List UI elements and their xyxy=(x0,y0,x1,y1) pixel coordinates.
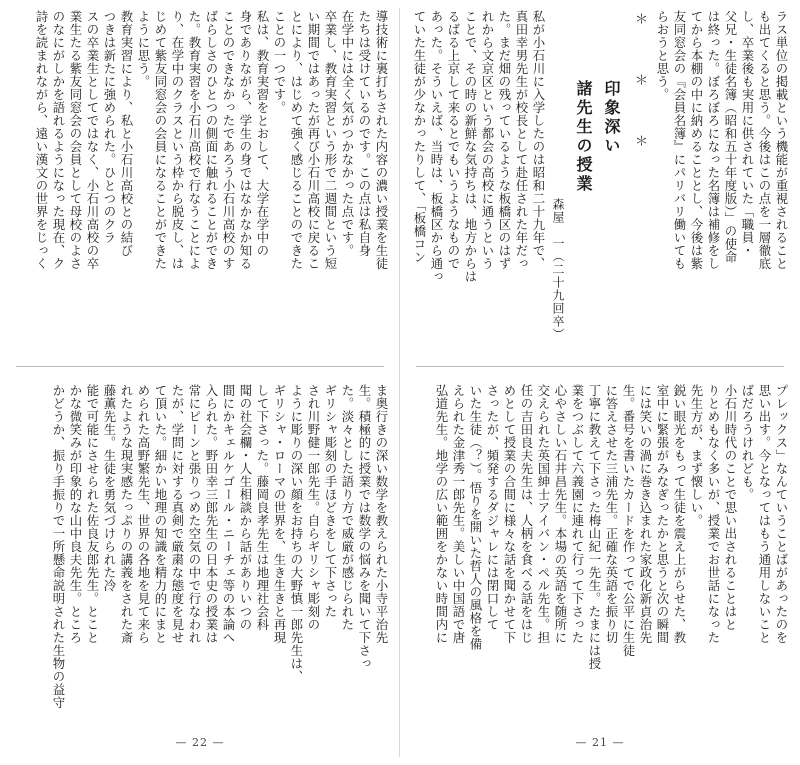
text-line: 心やさしい石井昌先生。本場の英語を随所に xyxy=(553,384,568,644)
text-line: れたような現実感たっぷりの講義をされた斎 xyxy=(119,384,134,644)
text-line: 詩を読まれながら、遠い漢文の世界をじっく xyxy=(34,10,49,270)
text-line: 藤薫先生。生徒を勇気づけられた冷 xyxy=(102,384,117,592)
text-line: ように思う。 xyxy=(136,10,151,88)
text-line: ま奥行きの深い数学を教えられた小寺平治先 xyxy=(374,384,389,644)
text-line: 間にかキェルケゴール・ニーチェ等の本論へ xyxy=(221,384,236,644)
text-line: ように彫りの深い顔をお持ちの大野慎一郎先生は、 xyxy=(289,384,304,683)
text-line: 鋭い眼光をもって生徒を震え上がらせた、教 xyxy=(672,384,687,644)
text-line: ていた生徒が少なかったりして、「板橋コン xyxy=(412,10,427,264)
text-line: かどうか、振り手振りで一所懸命説明された生物の益守 xyxy=(51,384,66,709)
text-line: かな微笑みが印象的な山中良夫先生。ところ xyxy=(68,384,83,644)
text-line: 卒業し、教育実習という形で二週間という短 xyxy=(323,10,338,270)
text-line: 導技術に裏打ちされた内容の濃い授業を生徒 xyxy=(374,10,389,270)
text-line: 丁寧に教えて下さった梅山紀一先生。たまには授 xyxy=(587,384,602,670)
text-line: 友同窓会の『会員名簿』にパリバリ働いても xyxy=(672,10,687,270)
text-line: 思い出す。今となってはもう通用しないこと xyxy=(757,384,772,644)
text-line: し、卒業後も実用に供されていた「職員・ xyxy=(740,10,755,257)
text-line: り、在学中のクラスという枠から脱皮し、は xyxy=(170,10,185,270)
text-line: 在学中には全く気がつかなかった点です。 xyxy=(340,10,355,257)
text-line: 生。番号を書いたカードを作ってで公平に生徒 xyxy=(621,384,636,657)
text-line: 業生たる紫友同窓会の会員として母校のよさ xyxy=(68,10,83,270)
author-byline: 森屋 一（二十九回卒） xyxy=(551,198,565,341)
text-line: 弘道先生。地学の広い範囲をかない時間内に xyxy=(434,384,449,644)
right-bottom-text xyxy=(412,384,788,719)
text-line: ばらしさのひとつの側面に触れることができ xyxy=(204,10,219,270)
text-line: 身でありながら、学生の身ではなかなか知る xyxy=(238,10,253,270)
title-line-1: 印象深い xyxy=(602,80,621,156)
text-line: ばだろうけれども。 xyxy=(740,384,755,501)
text-line: たちは受けているのです。この点は私自身 xyxy=(357,10,372,257)
text-line: 真田幸男先生が校長として赴任された年だっ xyxy=(514,10,529,270)
text-line: めとして授業の合間に様々な話を聞かせて下 xyxy=(502,384,517,644)
text-line: スの卒業生としてではなく、小石川高校の卒 xyxy=(85,10,100,270)
text-line: てから本棚の中に納めることとし、今後は紫 xyxy=(689,10,704,270)
text-line: められた高野繁先生、世界の各地を見て来ら xyxy=(136,384,151,644)
text-line: して下さった。藤岡良孝先生は地理社会科 xyxy=(255,384,270,631)
text-line: 小石川時代のことで思い出されることはと xyxy=(723,384,738,631)
text-line: た。淡々とした語り方で威厳が感じられた xyxy=(340,384,355,631)
text-line: 先生方が、まず懐しい。 xyxy=(689,384,704,527)
text-line: 交えられた英国紳士アイバン・ペル先生。担 xyxy=(536,384,551,644)
text-line: 父兄・生徒名簿（昭和五十年度版）」の使命 xyxy=(723,10,738,264)
text-line: 室中に緊張がみなぎったかと思うと次の瞬間 xyxy=(655,384,670,644)
text-line: に答えさせた三浦先生。正確な英語を振り切 xyxy=(604,384,619,644)
page-21 xyxy=(400,0,800,765)
text-line: たが、学問に対する真剣で厳粛な態度を見せ xyxy=(170,384,185,644)
text-line: 入られた。野田幸三郎先生の日本史の授業は xyxy=(204,384,219,644)
text-line: ことの一つです。 xyxy=(272,10,287,114)
text-line: い期間ではあったが再び小石川高校に戻るこ xyxy=(306,10,321,270)
text-line: には笑いの渦に巻き込まれた家政化新貞治先 xyxy=(638,384,653,644)
page-number: — 22 — xyxy=(175,736,225,749)
text-line: るばる上京して来るとでもいうようなもので xyxy=(446,10,461,270)
text-line: され川野健一郎先生。自らギリシャ彫刻の xyxy=(306,384,321,631)
text-line: さったが、頻発するダジャレには閉口して xyxy=(485,384,500,631)
text-line: のなにがしかを語れるようになった現在、ク xyxy=(51,10,66,270)
left-top-text xyxy=(12,10,388,354)
text-line: 私が小石川に入学したのは昭和二十九年で、 xyxy=(531,10,546,270)
text-line: て頂いた。細かい地理の知識を精力的にまと xyxy=(153,384,168,644)
text-line: れから文京区という都会の高校に通うという xyxy=(480,10,495,270)
text-line: 聞の社会欄・人生相談から話がありいつの xyxy=(238,384,253,631)
text-line: ギリシャ・ローマの世界を、生き生きと再現 xyxy=(272,384,287,644)
text-line: りとめもなく多いが、授業でお世話になった xyxy=(706,384,721,644)
text-line: ギリシャ彫刻の手ほどきをして下さった xyxy=(323,384,338,618)
text-line: じめて紫友同窓会の会員になることができた xyxy=(153,10,168,270)
text-line: いた生徒（？）。悟りを開いた哲人の風格を備 xyxy=(468,384,483,651)
text-line: 私は、教育実習をとおして、大学在学中の xyxy=(255,10,270,257)
text-line: つきは新たに強められた。ひとつのクラ xyxy=(102,10,117,244)
text-line: らおうと思う。 xyxy=(655,10,670,101)
text-line: ことのできなかったであろう小石川高校のす xyxy=(221,10,236,270)
text-line: とにより、はじめて強く感じることのできた xyxy=(289,10,304,270)
text-line: た。教育実習を小石川高校で行なうことによ xyxy=(187,10,202,270)
text-line: 能で可能にさせられた佐良友郎先生。とこと xyxy=(85,384,100,644)
text-line: た。まだ畑の残っているような板橋区のはず xyxy=(497,10,512,270)
text-line: 生。積極的に授業では数学の悩みを聞いて下さっ xyxy=(357,384,372,670)
right-top-text xyxy=(412,10,788,354)
text-line: 教育実習により、私と小石川高校との結び xyxy=(119,10,134,257)
text-line: は終った。ぼろぼろになった名簿は補修をし xyxy=(706,10,721,270)
text-line: 常にピーンと張りつめた空気の中で行なわれ xyxy=(187,384,202,644)
left-bottom-text xyxy=(12,384,388,719)
text-line: ラス単位の掲載という機能が重視されること xyxy=(774,10,789,270)
text-line: プレックス」なんていうことばがあったのを xyxy=(774,384,789,644)
text-line: 任の吉田良夫先生は、人柄を食べる話をはじ xyxy=(519,384,534,644)
text-line: も出てくると思う。今後はこの点を一層徹底 xyxy=(757,10,772,270)
text-line: 業をつぶして六義園に連れて行って下さった xyxy=(570,384,585,644)
section-divider xyxy=(16,366,384,367)
section-divider xyxy=(416,366,784,367)
text-line: あった。そういえば、当時は、板橋区から通っ xyxy=(429,10,444,283)
text-line: ことで、その時の新鮮な気持ちは、地方からは xyxy=(463,10,478,283)
page-number: — 21 — xyxy=(575,736,625,749)
title-line-2: 諸先生の授業 xyxy=(574,80,593,194)
text-line: えられた金津秀一郎先生。美しい中国語で唐 xyxy=(451,384,466,644)
section-stars: ＊ ＊ ＊ xyxy=(632,12,647,170)
article-title xyxy=(551,10,649,354)
